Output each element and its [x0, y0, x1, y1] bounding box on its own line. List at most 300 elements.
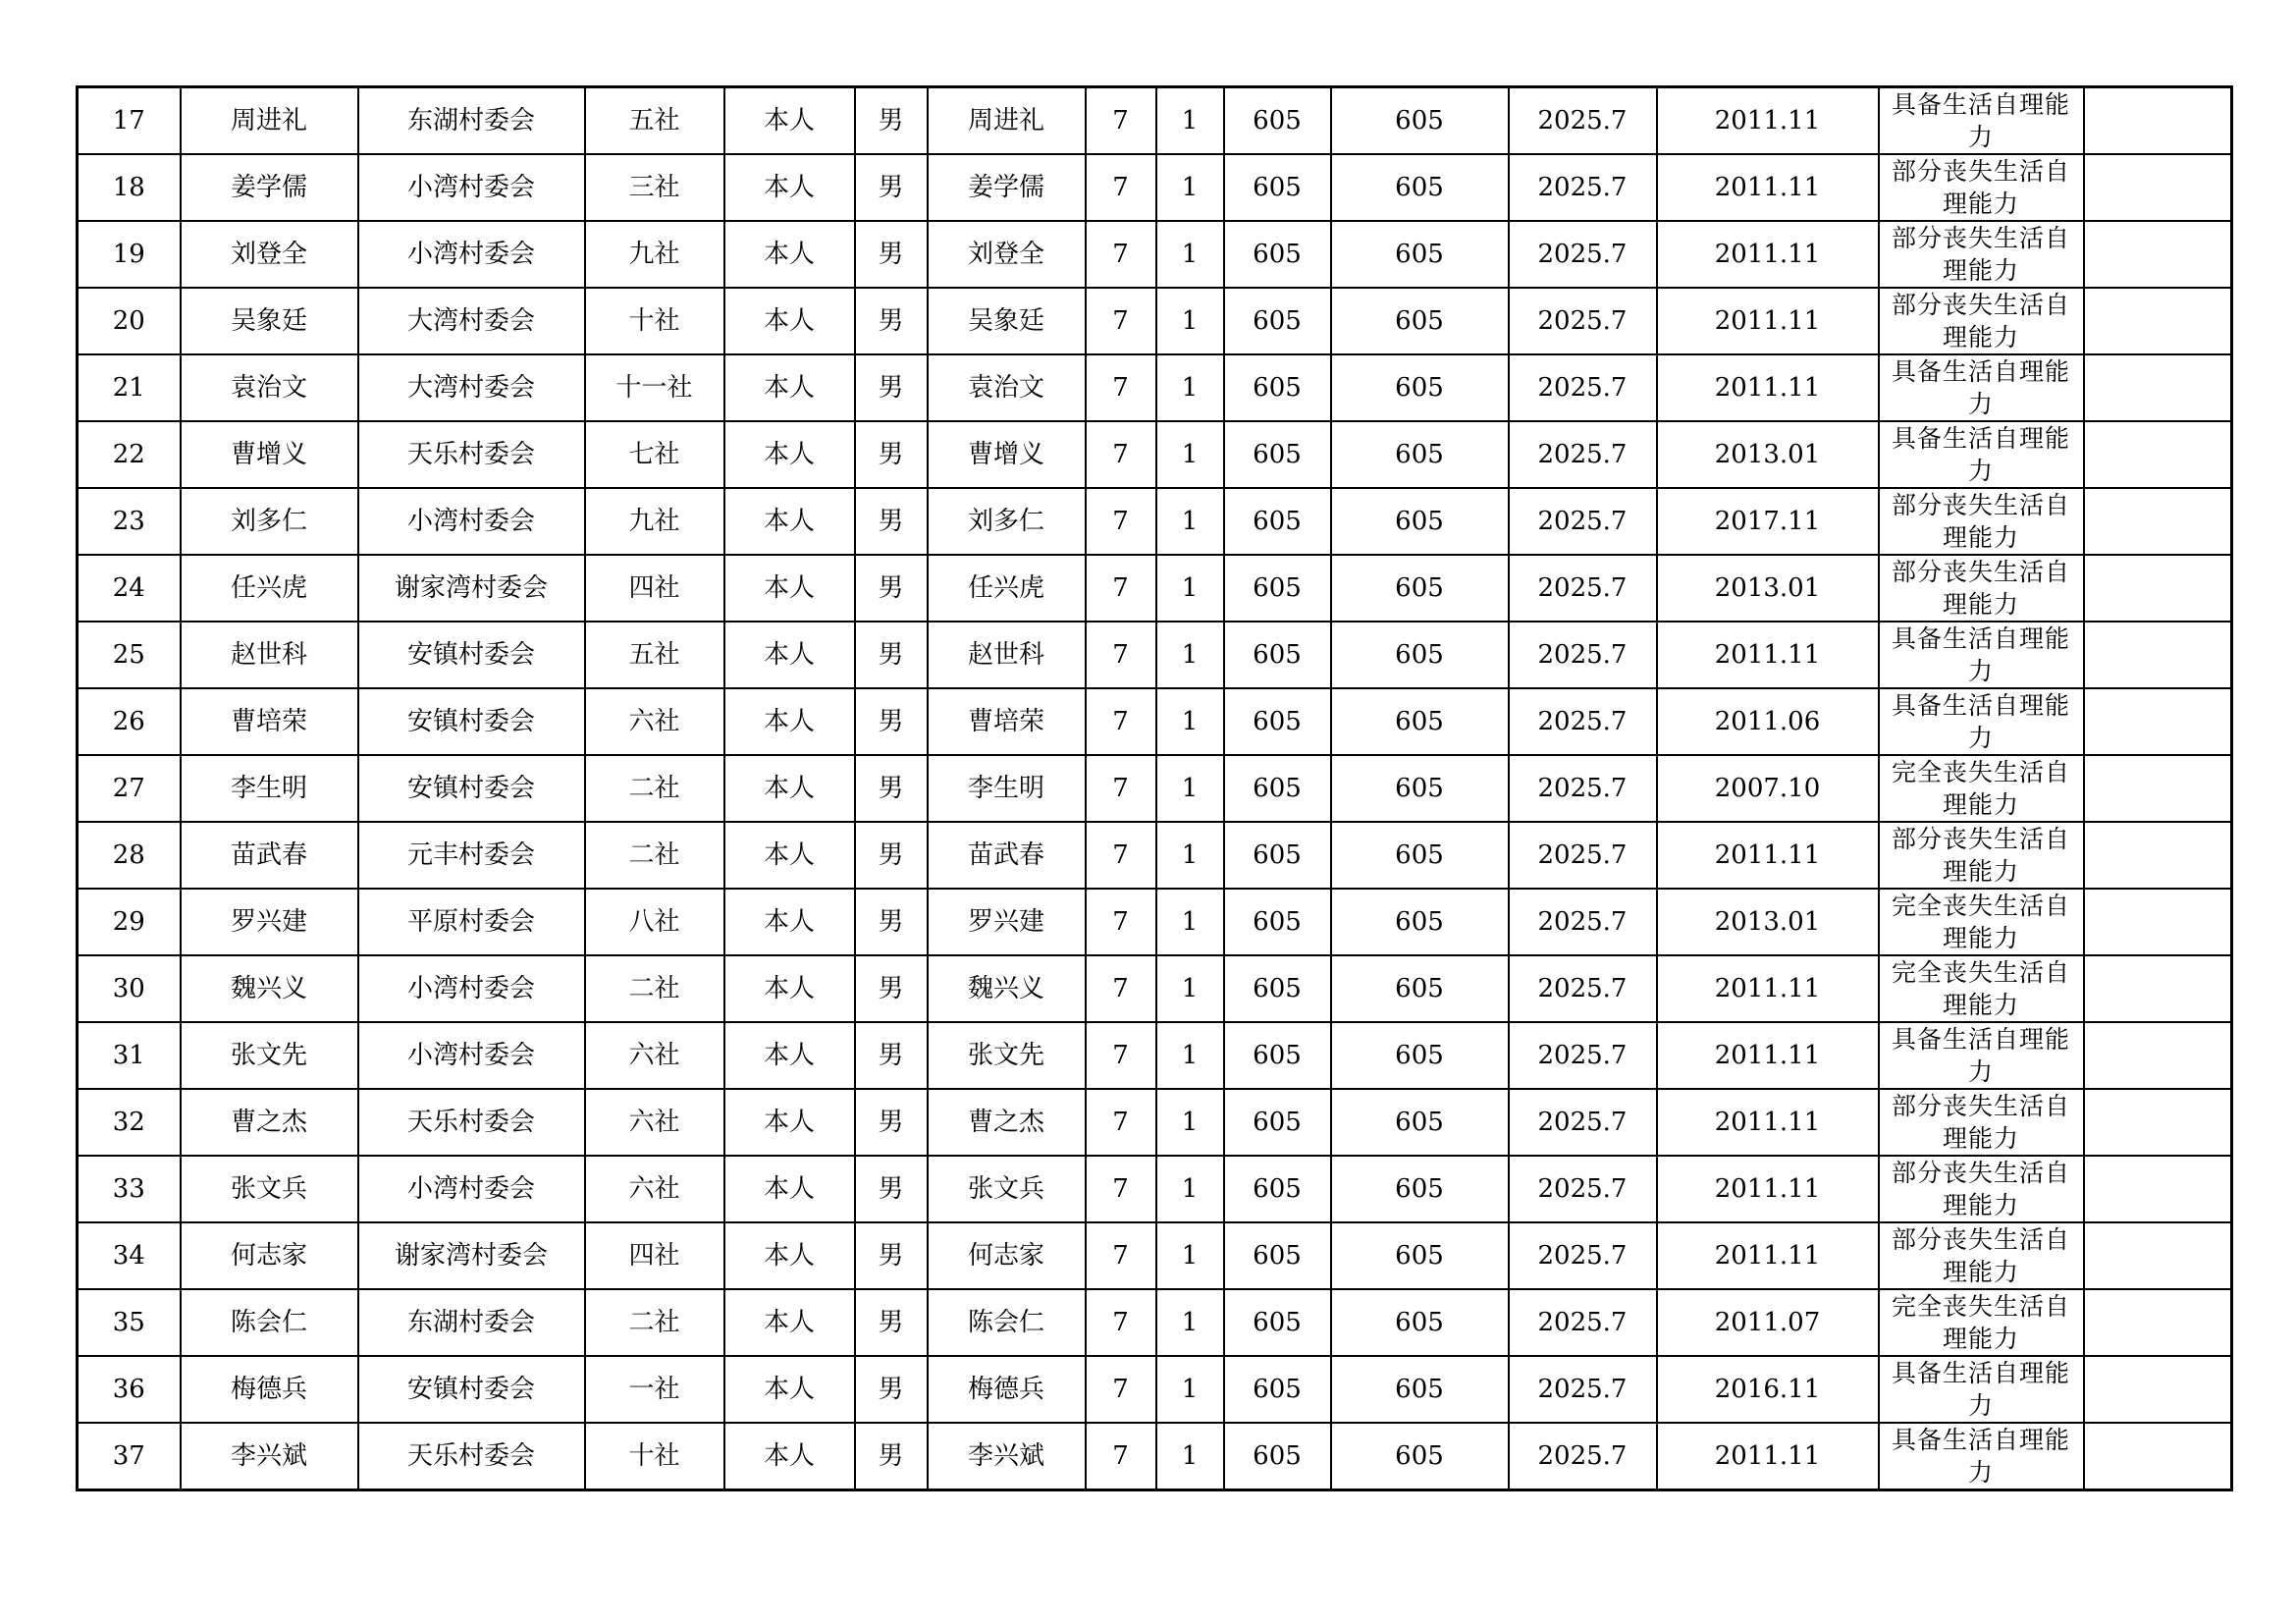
care-level-cell: 具备生活自理能力	[1879, 1423, 2084, 1490]
amount-a-cell: 605	[1224, 288, 1331, 354]
name-cell: 曹之杰	[181, 1089, 358, 1156]
relation-cell: 本人	[724, 154, 855, 221]
end-date-cell: 2025.7	[1509, 1423, 1657, 1490]
relation-cell: 本人	[724, 354, 855, 421]
gender-cell: 男	[855, 1156, 928, 1222]
member-name-cell: 苗武春	[928, 822, 1086, 889]
count-b-cell: 1	[1156, 1356, 1224, 1423]
amount-b-cell: 605	[1331, 87, 1509, 155]
remark-cell	[2084, 87, 2232, 155]
count-a-cell: 7	[1086, 154, 1156, 221]
member-name-cell: 何志家	[928, 1222, 1086, 1289]
remark-cell	[2084, 1356, 2232, 1423]
village-cell: 安镇村委会	[358, 755, 585, 822]
amount-b-cell: 605	[1331, 755, 1509, 822]
name-cell: 曹培荣	[181, 688, 358, 755]
amount-a-cell: 605	[1224, 889, 1331, 955]
amount-b-cell: 605	[1331, 1356, 1509, 1423]
group-cell: 六社	[585, 1156, 724, 1222]
group-cell: 七社	[585, 421, 724, 488]
relation-cell: 本人	[724, 87, 855, 155]
end-date-cell: 2025.7	[1509, 622, 1657, 688]
village-cell: 天乐村委会	[358, 1423, 585, 1490]
count-b-cell: 1	[1156, 1089, 1224, 1156]
group-cell: 三社	[585, 154, 724, 221]
village-cell: 大湾村委会	[358, 354, 585, 421]
group-cell: 一社	[585, 1356, 724, 1423]
name-cell: 周进礼	[181, 87, 358, 155]
relation-cell: 本人	[724, 1356, 855, 1423]
row-number: 24	[78, 555, 181, 622]
remark-cell	[2084, 288, 2232, 354]
care-level-cell: 部分丧失生活自理能力	[1879, 288, 2084, 354]
table-row	[78, 889, 2232, 955]
count-b-cell: 1	[1156, 1423, 1224, 1490]
amount-b-cell: 605	[1331, 1222, 1509, 1289]
remark-cell	[2084, 354, 2232, 421]
count-b-cell: 1	[1156, 755, 1224, 822]
group-cell: 五社	[585, 87, 724, 155]
row-number: 25	[78, 622, 181, 688]
end-date-cell: 2025.7	[1509, 822, 1657, 889]
village-cell: 天乐村委会	[358, 421, 585, 488]
relation-cell: 本人	[724, 1156, 855, 1222]
gender-cell: 男	[855, 1423, 928, 1490]
name-cell: 刘多仁	[181, 488, 358, 555]
table-row	[78, 421, 2232, 488]
row-number: 26	[78, 688, 181, 755]
group-cell: 二社	[585, 1289, 724, 1356]
group-cell: 二社	[585, 822, 724, 889]
village-cell: 谢家湾村委会	[358, 555, 585, 622]
count-a-cell: 7	[1086, 1022, 1156, 1089]
remark-cell	[2084, 755, 2232, 822]
name-cell: 刘登全	[181, 221, 358, 288]
name-cell: 任兴虎	[181, 555, 358, 622]
remark-cell	[2084, 822, 2232, 889]
remark-cell	[2084, 421, 2232, 488]
care-level-cell: 完全丧失生活自理能力	[1879, 955, 2084, 1022]
name-cell: 陈会仁	[181, 1289, 358, 1356]
row-number: 19	[78, 221, 181, 288]
row-number: 30	[78, 955, 181, 1022]
care-level-cell: 具备生活自理能力	[1879, 1356, 2084, 1423]
group-cell: 十社	[585, 288, 724, 354]
amount-a-cell: 605	[1224, 354, 1331, 421]
relation-cell: 本人	[724, 1022, 855, 1089]
count-a-cell: 7	[1086, 288, 1156, 354]
count-b-cell: 1	[1156, 1222, 1224, 1289]
start-date-cell: 2013.01	[1657, 555, 1879, 622]
count-b-cell: 1	[1156, 87, 1224, 155]
count-a-cell: 7	[1086, 87, 1156, 155]
start-date-cell: 2011.06	[1657, 688, 1879, 755]
data-table	[76, 85, 2233, 1491]
table-row	[78, 822, 2232, 889]
end-date-cell: 2025.7	[1509, 1222, 1657, 1289]
group-cell: 六社	[585, 1022, 724, 1089]
count-b-cell: 1	[1156, 1156, 1224, 1222]
row-number: 29	[78, 889, 181, 955]
gender-cell: 男	[855, 87, 928, 155]
relation-cell: 本人	[724, 955, 855, 1022]
count-b-cell: 1	[1156, 221, 1224, 288]
row-number: 27	[78, 755, 181, 822]
row-number: 32	[78, 1089, 181, 1156]
end-date-cell: 2025.7	[1509, 755, 1657, 822]
count-a-cell: 7	[1086, 1089, 1156, 1156]
count-a-cell: 7	[1086, 955, 1156, 1022]
table-row	[78, 354, 2232, 421]
end-date-cell: 2025.7	[1509, 1356, 1657, 1423]
village-cell: 小湾村委会	[358, 154, 585, 221]
village-cell: 天乐村委会	[358, 1089, 585, 1156]
table-row	[78, 1222, 2232, 1289]
member-name-cell: 吴象廷	[928, 288, 1086, 354]
count-a-cell: 7	[1086, 555, 1156, 622]
name-cell: 赵世科	[181, 622, 358, 688]
start-date-cell: 2007.10	[1657, 755, 1879, 822]
amount-a-cell: 605	[1224, 154, 1331, 221]
amount-a-cell: 605	[1224, 822, 1331, 889]
amount-a-cell: 605	[1224, 421, 1331, 488]
care-level-cell: 具备生活自理能力	[1879, 87, 2084, 155]
remark-cell	[2084, 555, 2232, 622]
start-date-cell: 2011.11	[1657, 1089, 1879, 1156]
care-level-cell: 部分丧失生活自理能力	[1879, 1222, 2084, 1289]
member-name-cell: 刘登全	[928, 221, 1086, 288]
row-number: 22	[78, 421, 181, 488]
row-number: 28	[78, 822, 181, 889]
amount-b-cell: 605	[1331, 288, 1509, 354]
remark-cell	[2084, 488, 2232, 555]
count-b-cell: 1	[1156, 955, 1224, 1022]
name-cell: 魏兴义	[181, 955, 358, 1022]
end-date-cell: 2025.7	[1509, 154, 1657, 221]
relation-cell: 本人	[724, 755, 855, 822]
member-name-cell: 曹之杰	[928, 1089, 1086, 1156]
care-level-cell: 完全丧失生活自理能力	[1879, 889, 2084, 955]
end-date-cell: 2025.7	[1509, 955, 1657, 1022]
amount-b-cell: 605	[1331, 221, 1509, 288]
care-level-cell: 部分丧失生活自理能力	[1879, 555, 2084, 622]
care-level-cell: 部分丧失生活自理能力	[1879, 488, 2084, 555]
relation-cell: 本人	[724, 221, 855, 288]
group-cell: 十一社	[585, 354, 724, 421]
count-b-cell: 1	[1156, 354, 1224, 421]
gender-cell: 男	[855, 421, 928, 488]
row-number: 17	[78, 87, 181, 155]
count-b-cell: 1	[1156, 688, 1224, 755]
start-date-cell: 2011.11	[1657, 622, 1879, 688]
amount-b-cell: 605	[1331, 955, 1509, 1022]
end-date-cell: 2025.7	[1509, 1089, 1657, 1156]
start-date-cell: 2011.11	[1657, 1423, 1879, 1490]
remark-cell	[2084, 889, 2232, 955]
amount-a-cell: 605	[1224, 622, 1331, 688]
name-cell: 袁治文	[181, 354, 358, 421]
row-number: 34	[78, 1222, 181, 1289]
count-a-cell: 7	[1086, 1156, 1156, 1222]
relation-cell: 本人	[724, 889, 855, 955]
start-date-cell: 2011.11	[1657, 1156, 1879, 1222]
amount-b-cell: 605	[1331, 622, 1509, 688]
count-b-cell: 1	[1156, 421, 1224, 488]
village-cell: 东湖村委会	[358, 1289, 585, 1356]
member-name-cell: 李生明	[928, 755, 1086, 822]
amount-b-cell: 605	[1331, 354, 1509, 421]
member-name-cell: 曹培荣	[928, 688, 1086, 755]
amount-b-cell: 605	[1331, 1022, 1509, 1089]
start-date-cell: 2011.11	[1657, 288, 1879, 354]
member-name-cell: 任兴虎	[928, 555, 1086, 622]
gender-cell: 男	[855, 1089, 928, 1156]
start-date-cell: 2013.01	[1657, 421, 1879, 488]
relation-cell: 本人	[724, 1423, 855, 1490]
count-a-cell: 7	[1086, 488, 1156, 555]
amount-a-cell: 605	[1224, 1289, 1331, 1356]
village-cell: 小湾村委会	[358, 488, 585, 555]
relation-cell: 本人	[724, 288, 855, 354]
relation-cell: 本人	[724, 1289, 855, 1356]
count-b-cell: 1	[1156, 1289, 1224, 1356]
start-date-cell: 2017.11	[1657, 488, 1879, 555]
start-date-cell: 2011.11	[1657, 822, 1879, 889]
table-row	[78, 1356, 2232, 1423]
member-name-cell: 赵世科	[928, 622, 1086, 688]
row-number: 33	[78, 1156, 181, 1222]
member-name-cell: 曹增义	[928, 421, 1086, 488]
member-name-cell: 陈会仁	[928, 1289, 1086, 1356]
amount-b-cell: 605	[1331, 889, 1509, 955]
group-cell: 十社	[585, 1423, 724, 1490]
count-a-cell: 7	[1086, 1289, 1156, 1356]
amount-a-cell: 605	[1224, 688, 1331, 755]
remark-cell	[2084, 1222, 2232, 1289]
relation-cell: 本人	[724, 1089, 855, 1156]
start-date-cell: 2011.11	[1657, 154, 1879, 221]
remark-cell	[2084, 1022, 2232, 1089]
gender-cell: 男	[855, 555, 928, 622]
care-level-cell: 完全丧失生活自理能力	[1879, 755, 2084, 822]
gender-cell: 男	[855, 755, 928, 822]
group-cell: 六社	[585, 688, 724, 755]
amount-a-cell: 605	[1224, 955, 1331, 1022]
count-a-cell: 7	[1086, 1423, 1156, 1490]
relation-cell: 本人	[724, 822, 855, 889]
row-number: 23	[78, 488, 181, 555]
name-cell: 何志家	[181, 1222, 358, 1289]
care-level-cell: 具备生活自理能力	[1879, 622, 2084, 688]
village-cell: 小湾村委会	[358, 1022, 585, 1089]
gender-cell: 男	[855, 955, 928, 1022]
count-b-cell: 1	[1156, 154, 1224, 221]
amount-b-cell: 605	[1331, 421, 1509, 488]
care-level-cell: 部分丧失生活自理能力	[1879, 154, 2084, 221]
table-row	[78, 955, 2232, 1022]
member-name-cell: 魏兴义	[928, 955, 1086, 1022]
care-level-cell: 具备生活自理能力	[1879, 354, 2084, 421]
count-a-cell: 7	[1086, 755, 1156, 822]
care-level-cell: 部分丧失生活自理能力	[1879, 221, 2084, 288]
village-cell: 安镇村委会	[358, 622, 585, 688]
amount-a-cell: 605	[1224, 1156, 1331, 1222]
group-cell: 五社	[585, 622, 724, 688]
gender-cell: 男	[855, 488, 928, 555]
amount-a-cell: 605	[1224, 87, 1331, 155]
gender-cell: 男	[855, 221, 928, 288]
village-cell: 平原村委会	[358, 889, 585, 955]
start-date-cell: 2011.11	[1657, 955, 1879, 1022]
care-level-cell: 部分丧失生活自理能力	[1879, 1089, 2084, 1156]
start-date-cell: 2011.11	[1657, 1022, 1879, 1089]
table-row	[78, 1423, 2232, 1490]
name-cell: 苗武春	[181, 822, 358, 889]
end-date-cell: 2025.7	[1509, 688, 1657, 755]
count-a-cell: 7	[1086, 622, 1156, 688]
member-name-cell: 李兴斌	[928, 1423, 1086, 1490]
village-cell: 小湾村委会	[358, 955, 585, 1022]
count-a-cell: 7	[1086, 221, 1156, 288]
name-cell: 李兴斌	[181, 1423, 358, 1490]
remark-cell	[2084, 622, 2232, 688]
village-cell: 安镇村委会	[358, 1356, 585, 1423]
row-number: 37	[78, 1423, 181, 1490]
table-row	[78, 622, 2232, 688]
amount-b-cell: 605	[1331, 154, 1509, 221]
row-number: 36	[78, 1356, 181, 1423]
count-a-cell: 7	[1086, 1222, 1156, 1289]
end-date-cell: 2025.7	[1509, 889, 1657, 955]
group-cell: 九社	[585, 221, 724, 288]
row-number: 20	[78, 288, 181, 354]
name-cell: 梅德兵	[181, 1356, 358, 1423]
count-b-cell: 1	[1156, 555, 1224, 622]
count-a-cell: 7	[1086, 354, 1156, 421]
group-cell: 九社	[585, 488, 724, 555]
group-cell: 四社	[585, 1222, 724, 1289]
group-cell: 二社	[585, 955, 724, 1022]
relation-cell: 本人	[724, 488, 855, 555]
table-row	[78, 755, 2232, 822]
end-date-cell: 2025.7	[1509, 488, 1657, 555]
name-cell: 张文兵	[181, 1156, 358, 1222]
gender-cell: 男	[855, 288, 928, 354]
end-date-cell: 2025.7	[1509, 87, 1657, 155]
gender-cell: 男	[855, 822, 928, 889]
table-row	[78, 154, 2232, 221]
remark-cell	[2084, 955, 2232, 1022]
remark-cell	[2084, 1423, 2232, 1490]
relation-cell: 本人	[724, 688, 855, 755]
row-number: 18	[78, 154, 181, 221]
end-date-cell: 2025.7	[1509, 288, 1657, 354]
amount-a-cell: 605	[1224, 1423, 1331, 1490]
table-row	[78, 221, 2232, 288]
end-date-cell: 2025.7	[1509, 555, 1657, 622]
row-number: 35	[78, 1289, 181, 1356]
start-date-cell: 2011.11	[1657, 1222, 1879, 1289]
amount-b-cell: 605	[1331, 488, 1509, 555]
count-b-cell: 1	[1156, 288, 1224, 354]
table-row	[78, 1089, 2232, 1156]
end-date-cell: 2025.7	[1509, 354, 1657, 421]
remark-cell	[2084, 688, 2232, 755]
start-date-cell: 2011.11	[1657, 354, 1879, 421]
amount-a-cell: 605	[1224, 1022, 1331, 1089]
village-cell: 大湾村委会	[358, 288, 585, 354]
member-name-cell: 罗兴建	[928, 889, 1086, 955]
amount-b-cell: 605	[1331, 1423, 1509, 1490]
village-cell: 小湾村委会	[358, 221, 585, 288]
count-b-cell: 1	[1156, 1022, 1224, 1089]
count-b-cell: 1	[1156, 822, 1224, 889]
table-row	[78, 87, 2232, 155]
start-date-cell: 2013.01	[1657, 889, 1879, 955]
relation-cell: 本人	[724, 421, 855, 488]
amount-a-cell: 605	[1224, 755, 1331, 822]
amount-a-cell: 605	[1224, 1222, 1331, 1289]
member-name-cell: 张文先	[928, 1022, 1086, 1089]
care-level-cell: 具备生活自理能力	[1879, 421, 2084, 488]
name-cell: 李生明	[181, 755, 358, 822]
count-b-cell: 1	[1156, 622, 1224, 688]
care-level-cell: 具备生活自理能力	[1879, 688, 2084, 755]
start-date-cell: 2016.11	[1657, 1356, 1879, 1423]
end-date-cell: 2025.7	[1509, 1289, 1657, 1356]
care-level-cell: 部分丧失生活自理能力	[1879, 822, 2084, 889]
remark-cell	[2084, 1289, 2232, 1356]
count-a-cell: 7	[1086, 1356, 1156, 1423]
village-cell: 东湖村委会	[358, 87, 585, 155]
amount-b-cell: 605	[1331, 1089, 1509, 1156]
village-cell: 安镇村委会	[358, 688, 585, 755]
start-date-cell: 2011.11	[1657, 87, 1879, 155]
member-name-cell: 张文兵	[928, 1156, 1086, 1222]
care-level-cell: 具备生活自理能力	[1879, 1022, 2084, 1089]
table-row	[78, 1022, 2232, 1089]
care-level-cell: 完全丧失生活自理能力	[1879, 1289, 2084, 1356]
member-name-cell: 袁治文	[928, 354, 1086, 421]
remark-cell	[2084, 154, 2232, 221]
start-date-cell: 2011.11	[1657, 221, 1879, 288]
count-a-cell: 7	[1086, 688, 1156, 755]
amount-b-cell: 605	[1331, 1156, 1509, 1222]
remark-cell	[2084, 1089, 2232, 1156]
end-date-cell: 2025.7	[1509, 1022, 1657, 1089]
member-name-cell: 周进礼	[928, 87, 1086, 155]
name-cell: 罗兴建	[181, 889, 358, 955]
remark-cell	[2084, 1156, 2232, 1222]
count-a-cell: 7	[1086, 889, 1156, 955]
amount-b-cell: 605	[1331, 1289, 1509, 1356]
relation-cell: 本人	[724, 1222, 855, 1289]
amount-b-cell: 605	[1331, 822, 1509, 889]
group-cell: 八社	[585, 889, 724, 955]
name-cell: 姜学儒	[181, 154, 358, 221]
name-cell: 张文先	[181, 1022, 358, 1089]
table-row	[78, 488, 2232, 555]
village-cell: 元丰村委会	[358, 822, 585, 889]
table-row	[78, 688, 2232, 755]
table-row	[78, 555, 2232, 622]
end-date-cell: 2025.7	[1509, 421, 1657, 488]
end-date-cell: 2025.7	[1509, 221, 1657, 288]
gender-cell: 男	[855, 688, 928, 755]
gender-cell: 男	[855, 1022, 928, 1089]
gender-cell: 男	[855, 154, 928, 221]
village-cell: 小湾村委会	[358, 1156, 585, 1222]
